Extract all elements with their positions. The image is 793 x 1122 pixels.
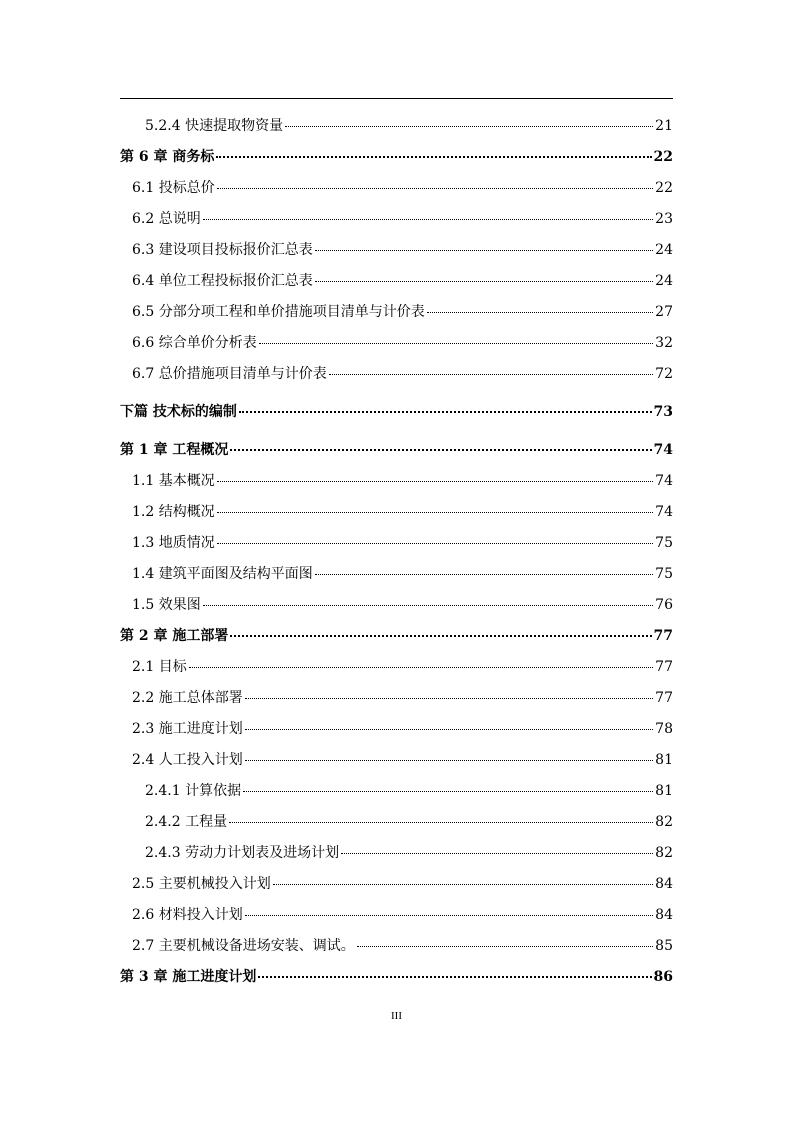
toc-chapter-entry[interactable] (120, 142, 673, 173)
toc-dot-leader (427, 311, 653, 313)
toc-entry-page: 82 (655, 845, 673, 861)
toc-dot-leader (245, 759, 653, 761)
toc-entry-label: 1.2 结构概况 (132, 504, 215, 520)
toc-dot-leader (273, 883, 653, 885)
toc-dot-leader (230, 634, 651, 637)
toc-entry-page: 76 (655, 597, 673, 613)
toc-entry-label: 1.1 基本概况 (132, 473, 215, 489)
toc-dot-leader (315, 573, 653, 575)
toc-entry-label: 6.7 总价措施项目清单与计价表 (132, 366, 327, 382)
toc-dot-leader (229, 821, 653, 823)
toc-dot-leader (245, 914, 653, 916)
toc-section-entry[interactable] (120, 297, 673, 328)
toc-entry-page: 78 (655, 721, 673, 737)
toc-dot-leader (245, 728, 653, 730)
toc-entry-page: 32 (655, 335, 673, 351)
toc-dot-leader (258, 975, 651, 978)
toc-entry-label: 1.5 效果图 (132, 597, 201, 613)
toc-entry-page: 84 (655, 907, 673, 923)
toc-dot-leader (243, 790, 653, 792)
toc-section-entry[interactable] (120, 111, 673, 142)
toc-dot-leader (217, 480, 653, 482)
toc-entry-page: 81 (655, 783, 673, 799)
toc-dot-leader (285, 125, 653, 127)
toc-section-entry[interactable] (120, 173, 673, 204)
toc-section-entry[interactable] (120, 466, 673, 497)
toc-dot-leader (216, 155, 651, 158)
toc-entry-page: 77 (655, 659, 673, 675)
toc-entry-label: 2.7 主要机械设备进场安装、调试。 (132, 938, 355, 954)
toc-chapter-entry[interactable] (120, 397, 673, 428)
toc-entry-page: 23 (655, 211, 673, 227)
table-of-contents (120, 111, 673, 993)
toc-dot-leader (217, 511, 653, 513)
toc-entry-label: 2.4.1 计算依据 (145, 783, 242, 799)
toc-dot-leader (189, 666, 653, 668)
toc-entry-page: 77 (653, 628, 673, 644)
toc-dot-leader (357, 945, 653, 947)
toc-dot-leader (230, 448, 651, 451)
toc-entry-page: 22 (653, 149, 673, 165)
toc-section-entry[interactable] (120, 745, 673, 776)
toc-entry-page: 72 (655, 366, 673, 382)
toc-section-entry[interactable] (120, 266, 673, 297)
toc-entry-page: 85 (655, 938, 673, 954)
toc-entry-page: 24 (655, 273, 673, 289)
toc-dot-leader (203, 604, 653, 606)
toc-entry-label: 1.4 建筑平面图及结构平面图 (132, 566, 313, 582)
toc-dot-leader (341, 852, 653, 854)
toc-entry-page: 73 (653, 404, 673, 420)
toc-section-entry[interactable] (120, 714, 673, 745)
toc-entry-label: 2.4.3 劳动力计划表及进场计划 (145, 845, 340, 861)
toc-dot-leader (315, 249, 653, 251)
toc-dot-leader (245, 697, 653, 699)
toc-entry-page: 84 (655, 876, 673, 892)
toc-section-entry[interactable] (120, 931, 673, 962)
toc-entry-label: 第 6 章 商务标 (120, 149, 215, 165)
toc-entry-page: 21 (655, 118, 673, 134)
toc-section-entry[interactable] (120, 204, 673, 235)
toc-entry-label: 下篇 技术标的编制 (120, 404, 237, 420)
toc-section-entry[interactable] (120, 807, 673, 838)
toc-entry-label: 6.6 综合单价分析表 (132, 335, 257, 351)
toc-section-entry[interactable] (120, 652, 673, 683)
toc-entry-page: 74 (653, 442, 673, 458)
toc-section-entry[interactable] (120, 869, 673, 900)
toc-section-entry[interactable] (120, 776, 673, 807)
toc-entry-label: 6.3 建设项目投标报价汇总表 (132, 242, 313, 258)
toc-entry-label: 6.1 投标总价 (132, 180, 215, 196)
toc-entry-label: 2.5 主要机械投入计划 (132, 876, 271, 892)
toc-dot-leader (239, 410, 652, 413)
toc-dot-leader (203, 218, 653, 220)
toc-entry-page: 82 (655, 814, 673, 830)
toc-entry-label: 6.5 分部分项工程和单价措施项目清单与计价表 (132, 304, 425, 320)
toc-section-entry[interactable] (120, 359, 673, 390)
toc-entry-page: 74 (655, 504, 673, 520)
toc-entry-page: 75 (655, 535, 673, 551)
toc-entry-label: 5.2.4 快速提取物资量 (145, 118, 284, 134)
toc-entry-label: 6.4 单位工程投标报价汇总表 (132, 273, 313, 289)
toc-entry-page: 75 (655, 566, 673, 582)
toc-section-entry[interactable] (120, 328, 673, 359)
header-rule (120, 98, 673, 99)
toc-chapter-entry[interactable] (120, 621, 673, 652)
toc-section-entry[interactable] (120, 235, 673, 266)
toc-entry-label: 2.3 施工进度计划 (132, 721, 243, 737)
toc-entry-label: 2.2 施工总体部署 (132, 690, 243, 706)
toc-dot-leader (329, 373, 653, 375)
toc-dot-leader (315, 280, 653, 282)
toc-section-entry[interactable] (120, 838, 673, 869)
toc-entry-page: 27 (655, 304, 673, 320)
toc-section-entry[interactable] (120, 528, 673, 559)
toc-entry-page: 74 (655, 473, 673, 489)
toc-entry-label: 2.4.2 工程量 (145, 814, 228, 830)
toc-entry-page: 24 (655, 242, 673, 258)
toc-section-entry[interactable] (120, 683, 673, 714)
toc-entry-page: 81 (655, 752, 673, 768)
page-number: III (391, 1010, 402, 1022)
toc-entry-label: 2.1 目标 (132, 659, 187, 675)
toc-section-entry[interactable] (120, 559, 673, 590)
toc-entry-label: 1.3 地质情况 (132, 535, 215, 551)
toc-entry-page: 77 (655, 690, 673, 706)
toc-section-entry[interactable] (120, 497, 673, 528)
toc-section-entry[interactable] (120, 900, 673, 931)
toc-entry-page: 86 (653, 969, 673, 985)
toc-chapter-entry[interactable] (120, 435, 673, 466)
toc-entry-label: 2.4 人工投入计划 (132, 752, 243, 768)
toc-entry-label: 6.2 总说明 (132, 211, 201, 227)
toc-dot-leader (217, 542, 653, 544)
toc-entry-label: 2.6 材料投入计划 (132, 907, 243, 923)
toc-dot-leader (259, 342, 653, 344)
toc-dot-leader (217, 187, 653, 189)
toc-chapter-entry[interactable] (120, 962, 673, 993)
toc-entry-label: 第 3 章 施工进度计划 (120, 969, 257, 985)
toc-entry-label: 第 1 章 工程概况 (120, 442, 229, 458)
toc-entry-page: 22 (655, 180, 673, 196)
toc-section-entry[interactable] (120, 590, 673, 621)
toc-entry-label: 第 2 章 施工部署 (120, 628, 229, 644)
